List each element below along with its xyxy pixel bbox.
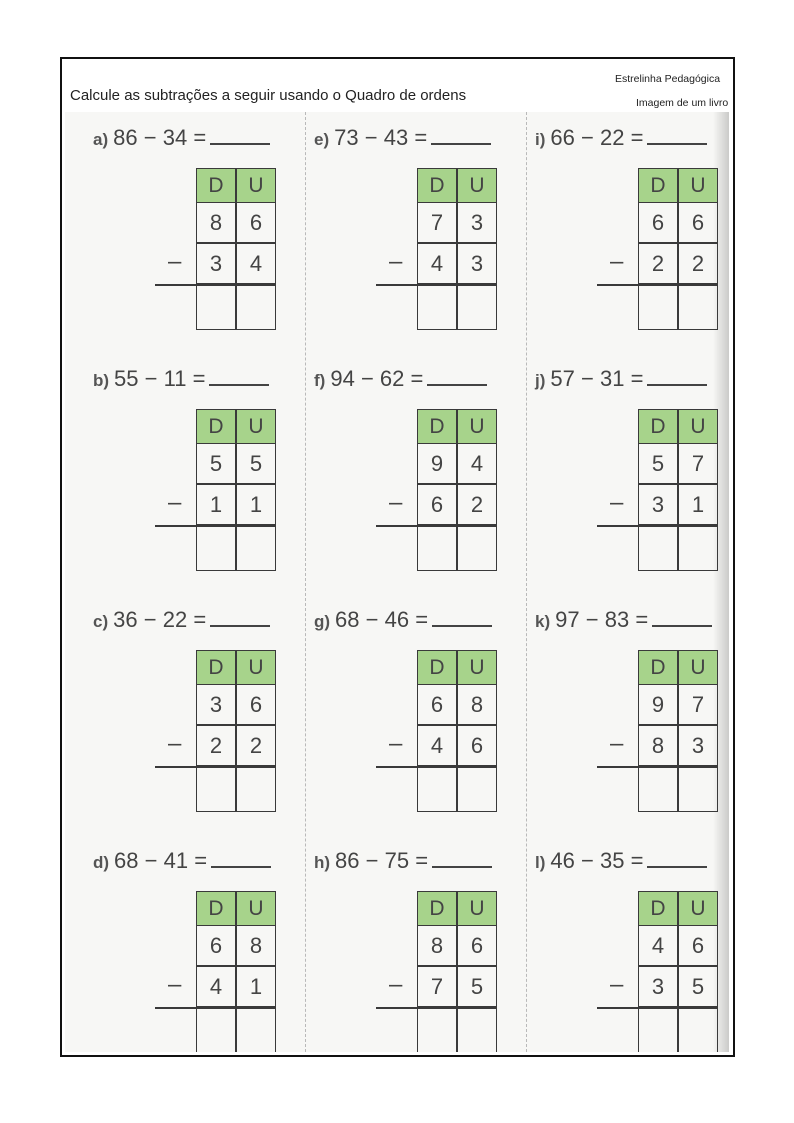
minuend: 57 bbox=[550, 366, 575, 391]
exercise-1 bbox=[65, 112, 280, 352]
minus-sign: – bbox=[610, 971, 624, 998]
answer-units-box[interactable] bbox=[236, 1008, 276, 1052]
minuend-units: 6 bbox=[457, 925, 497, 966]
answer-tens-box[interactable] bbox=[638, 1008, 678, 1052]
answer-units-box[interactable] bbox=[678, 285, 718, 330]
equation bbox=[314, 366, 487, 392]
minuend-units: 6 bbox=[678, 202, 718, 243]
exercise-label: b) bbox=[93, 371, 110, 390]
operator: − bbox=[365, 848, 379, 873]
operator: − bbox=[581, 366, 594, 391]
exercise-11 bbox=[286, 835, 501, 1052]
exercise-label: h) bbox=[314, 853, 331, 872]
header-tens: D bbox=[638, 891, 678, 926]
equation bbox=[314, 607, 492, 633]
minus-sign: – bbox=[389, 489, 403, 516]
exercise-label: f) bbox=[314, 371, 326, 390]
source-note: Imagem de um livro bbox=[636, 97, 729, 109]
minuend-units: 6 bbox=[678, 925, 718, 966]
subtrahend-units: 1 bbox=[236, 484, 276, 525]
operator: − bbox=[143, 607, 157, 632]
answer-tens-box[interactable] bbox=[196, 285, 236, 330]
header-tens: D bbox=[417, 650, 457, 685]
equation bbox=[535, 366, 707, 392]
equation bbox=[535, 607, 712, 633]
subtrahend-tens: 4 bbox=[196, 966, 236, 1007]
subtrahend: 46 bbox=[384, 607, 410, 632]
minuend: 73 bbox=[334, 125, 359, 150]
exercise-label: c) bbox=[93, 612, 109, 631]
header-tens: D bbox=[417, 168, 457, 203]
subtrahend: 35 bbox=[599, 848, 625, 873]
answer-tens-box[interactable] bbox=[196, 767, 236, 812]
header-units: U bbox=[457, 891, 497, 926]
answer-blank[interactable] bbox=[209, 366, 269, 386]
operator: − bbox=[581, 125, 594, 150]
exercise-label: l) bbox=[535, 853, 546, 872]
subtrahend-tens: 4 bbox=[417, 243, 457, 284]
minuend-tens: 9 bbox=[417, 443, 457, 484]
minuend: 86 bbox=[335, 848, 360, 873]
minus-sign: – bbox=[610, 248, 624, 275]
operator: − bbox=[143, 125, 157, 150]
exercise-10 bbox=[65, 835, 280, 1052]
header-units: U bbox=[457, 650, 497, 685]
header-units: U bbox=[678, 891, 718, 926]
minus-sign: – bbox=[389, 730, 403, 757]
minuend-units: 6 bbox=[236, 202, 276, 243]
equals-sign: = bbox=[415, 848, 429, 873]
subtrahend-units: 2 bbox=[678, 243, 718, 284]
answer-blank[interactable] bbox=[427, 366, 487, 386]
answer-tens-box[interactable] bbox=[417, 767, 457, 812]
answer-blank[interactable] bbox=[431, 125, 491, 145]
answer-blank[interactable] bbox=[210, 125, 270, 145]
minuend-units: 5 bbox=[236, 443, 276, 484]
subtrahend-tens: 7 bbox=[417, 966, 457, 1007]
equals-sign: = bbox=[193, 607, 207, 632]
answer-blank[interactable] bbox=[432, 607, 492, 627]
header-units: U bbox=[236, 891, 276, 926]
answer-units-box[interactable] bbox=[236, 767, 276, 812]
minuend-tens: 8 bbox=[196, 202, 236, 243]
minuend-tens: 9 bbox=[638, 684, 678, 725]
minuend-tens: 6 bbox=[417, 684, 457, 725]
minus-sign: – bbox=[610, 730, 624, 757]
answer-units-box[interactable] bbox=[236, 526, 276, 571]
exercise-label: a) bbox=[93, 130, 109, 149]
exercise-label: k) bbox=[535, 612, 551, 631]
exercise-label: j) bbox=[535, 371, 546, 390]
subtrahend-tens: 8 bbox=[638, 725, 678, 766]
answer-units-box[interactable] bbox=[678, 1008, 718, 1052]
subtrahend-tens: 2 bbox=[638, 243, 678, 284]
operator: − bbox=[365, 607, 379, 632]
minuend-tens: 6 bbox=[196, 925, 236, 966]
minuend: 36 bbox=[113, 607, 138, 632]
answer-units-box[interactable] bbox=[678, 767, 718, 812]
equation bbox=[535, 848, 707, 874]
exercise-8 bbox=[286, 594, 501, 834]
brand-credit: Estrelinha Pedagógica bbox=[615, 73, 721, 85]
operator: − bbox=[360, 366, 374, 391]
equals-sign: = bbox=[410, 366, 424, 391]
header-units: U bbox=[236, 168, 276, 203]
exercise-4 bbox=[65, 353, 280, 593]
answer-units-box[interactable] bbox=[457, 767, 497, 812]
header-tens: D bbox=[196, 891, 236, 926]
worksheet-scan bbox=[65, 112, 729, 1052]
operator: − bbox=[585, 607, 599, 632]
answer-units-box[interactable] bbox=[457, 1008, 497, 1052]
subtrahend-tens: 1 bbox=[196, 484, 236, 525]
equation bbox=[93, 366, 269, 392]
minuend-tens: 5 bbox=[196, 443, 236, 484]
minus-sign: – bbox=[610, 489, 624, 516]
equals-sign: = bbox=[630, 366, 644, 391]
answer-tens-box[interactable] bbox=[417, 1008, 457, 1052]
minuend: 94 bbox=[330, 366, 355, 391]
answer-blank[interactable] bbox=[647, 366, 707, 386]
subtrahend-units: 2 bbox=[457, 484, 497, 525]
answer-units-box[interactable] bbox=[678, 526, 718, 571]
exercise-2 bbox=[286, 112, 501, 352]
minuend-units: 7 bbox=[678, 684, 718, 725]
header-units: U bbox=[678, 168, 718, 203]
minus-sign: – bbox=[168, 489, 182, 516]
exercise-9 bbox=[507, 594, 722, 834]
exercise-5 bbox=[286, 353, 501, 593]
minuend-units: 4 bbox=[457, 443, 497, 484]
subtrahend: 22 bbox=[599, 125, 625, 150]
minuend-tens: 4 bbox=[638, 925, 678, 966]
minuend-units: 3 bbox=[457, 202, 497, 243]
exercise-12 bbox=[507, 835, 722, 1052]
subtrahend-units: 3 bbox=[457, 243, 497, 284]
answer-tens-box[interactable] bbox=[638, 526, 678, 571]
answer-blank[interactable] bbox=[432, 848, 492, 868]
minuend-units: 8 bbox=[236, 925, 276, 966]
minuend: 66 bbox=[550, 125, 575, 150]
minus-sign: – bbox=[168, 730, 182, 757]
operator: − bbox=[581, 848, 594, 873]
minuend: 86 bbox=[113, 125, 138, 150]
operator: − bbox=[364, 125, 378, 150]
subtrahend: 43 bbox=[383, 125, 409, 150]
equation bbox=[93, 607, 270, 633]
equals-sign: = bbox=[194, 848, 208, 873]
equals-sign: = bbox=[193, 125, 207, 150]
subtrahend-units: 1 bbox=[678, 484, 718, 525]
answer-blank[interactable] bbox=[647, 848, 707, 868]
minus-sign: – bbox=[389, 248, 403, 275]
answer-units-box[interactable] bbox=[457, 526, 497, 571]
header-units: U bbox=[457, 409, 497, 444]
answer-tens-box[interactable] bbox=[638, 285, 678, 330]
equation bbox=[93, 848, 271, 874]
equation bbox=[93, 125, 270, 151]
exercise-label: g) bbox=[314, 612, 331, 631]
exercise-label: i) bbox=[535, 130, 546, 149]
subtrahend: 22 bbox=[162, 607, 188, 632]
minuend-tens: 8 bbox=[417, 925, 457, 966]
subtrahend: 62 bbox=[379, 366, 405, 391]
header-tens: D bbox=[638, 409, 678, 444]
answer-blank[interactable] bbox=[652, 607, 712, 627]
header-units: U bbox=[457, 168, 497, 203]
answer-units-box[interactable] bbox=[236, 285, 276, 330]
answer-tens-box[interactable] bbox=[196, 1008, 236, 1052]
minuend-units: 8 bbox=[457, 684, 497, 725]
header-units: U bbox=[678, 650, 718, 685]
subtrahend: 34 bbox=[162, 125, 188, 150]
equation bbox=[535, 125, 707, 151]
subtrahend-units: 1 bbox=[236, 966, 276, 1007]
header-units: U bbox=[236, 650, 276, 685]
subtrahend-units: 3 bbox=[678, 725, 718, 766]
answer-blank[interactable] bbox=[210, 607, 270, 627]
minuend: 46 bbox=[550, 848, 575, 873]
answer-blank[interactable] bbox=[211, 848, 271, 868]
subtrahend-units: 6 bbox=[457, 725, 497, 766]
minuend-units: 7 bbox=[678, 443, 718, 484]
subtrahend: 31 bbox=[599, 366, 625, 391]
answer-tens-box[interactable] bbox=[417, 526, 457, 571]
exercise-6 bbox=[507, 353, 722, 593]
answer-tens-box[interactable] bbox=[638, 767, 678, 812]
operator: − bbox=[144, 366, 158, 391]
header-tens: D bbox=[417, 409, 457, 444]
operator: − bbox=[144, 848, 158, 873]
header-units: U bbox=[678, 409, 718, 444]
subtrahend: 11 bbox=[163, 366, 187, 391]
minuend-tens: 6 bbox=[638, 202, 678, 243]
subtrahend: 41 bbox=[163, 848, 189, 873]
minuend-tens: 3 bbox=[196, 684, 236, 725]
equation bbox=[314, 848, 492, 874]
exercise-label: d) bbox=[93, 853, 110, 872]
instruction-text: Calcule as subtrações a seguir usando o Quadro de ordens bbox=[70, 87, 467, 104]
subtrahend: 83 bbox=[604, 607, 630, 632]
answer-tens-box[interactable] bbox=[196, 526, 236, 571]
header-tens: D bbox=[196, 650, 236, 685]
header-tens: D bbox=[638, 168, 678, 203]
header-tens: D bbox=[196, 168, 236, 203]
minuend: 97 bbox=[555, 607, 580, 632]
exercise-3 bbox=[507, 112, 722, 352]
minus-sign: – bbox=[389, 971, 403, 998]
subtrahend-tens: 3 bbox=[638, 966, 678, 1007]
exercise-label: e) bbox=[314, 130, 330, 149]
answer-blank[interactable] bbox=[647, 125, 707, 145]
subtrahend: 75 bbox=[384, 848, 410, 873]
equals-sign: = bbox=[630, 848, 644, 873]
equation bbox=[314, 125, 491, 151]
subtrahend-tens: 4 bbox=[417, 725, 457, 766]
header-tens: D bbox=[196, 409, 236, 444]
equals-sign: = bbox=[415, 607, 429, 632]
equals-sign: = bbox=[635, 607, 649, 632]
subtrahend-tens: 3 bbox=[638, 484, 678, 525]
answer-tens-box[interactable] bbox=[417, 285, 457, 330]
subtrahend-units: 5 bbox=[678, 966, 718, 1007]
equals-sign: = bbox=[414, 125, 428, 150]
subtrahend-units: 4 bbox=[236, 243, 276, 284]
subtrahend-units: 5 bbox=[457, 966, 497, 1007]
equals-sign: = bbox=[630, 125, 644, 150]
minuend: 55 bbox=[114, 366, 139, 391]
subtrahend-tens: 3 bbox=[196, 243, 236, 284]
equals-sign: = bbox=[192, 366, 206, 391]
header-tens: D bbox=[417, 891, 457, 926]
minuend-units: 6 bbox=[236, 684, 276, 725]
minuend-tens: 7 bbox=[417, 202, 457, 243]
minuend-tens: 5 bbox=[638, 443, 678, 484]
answer-units-box[interactable] bbox=[457, 285, 497, 330]
minus-sign: – bbox=[168, 971, 182, 998]
subtrahend-tens: 2 bbox=[196, 725, 236, 766]
subtrahend-tens: 6 bbox=[417, 484, 457, 525]
header-tens: D bbox=[638, 650, 678, 685]
minus-sign: – bbox=[168, 248, 182, 275]
header-units: U bbox=[236, 409, 276, 444]
minuend: 68 bbox=[335, 607, 360, 632]
exercise-7 bbox=[65, 594, 280, 834]
subtrahend-units: 2 bbox=[236, 725, 276, 766]
minuend: 68 bbox=[114, 848, 139, 873]
